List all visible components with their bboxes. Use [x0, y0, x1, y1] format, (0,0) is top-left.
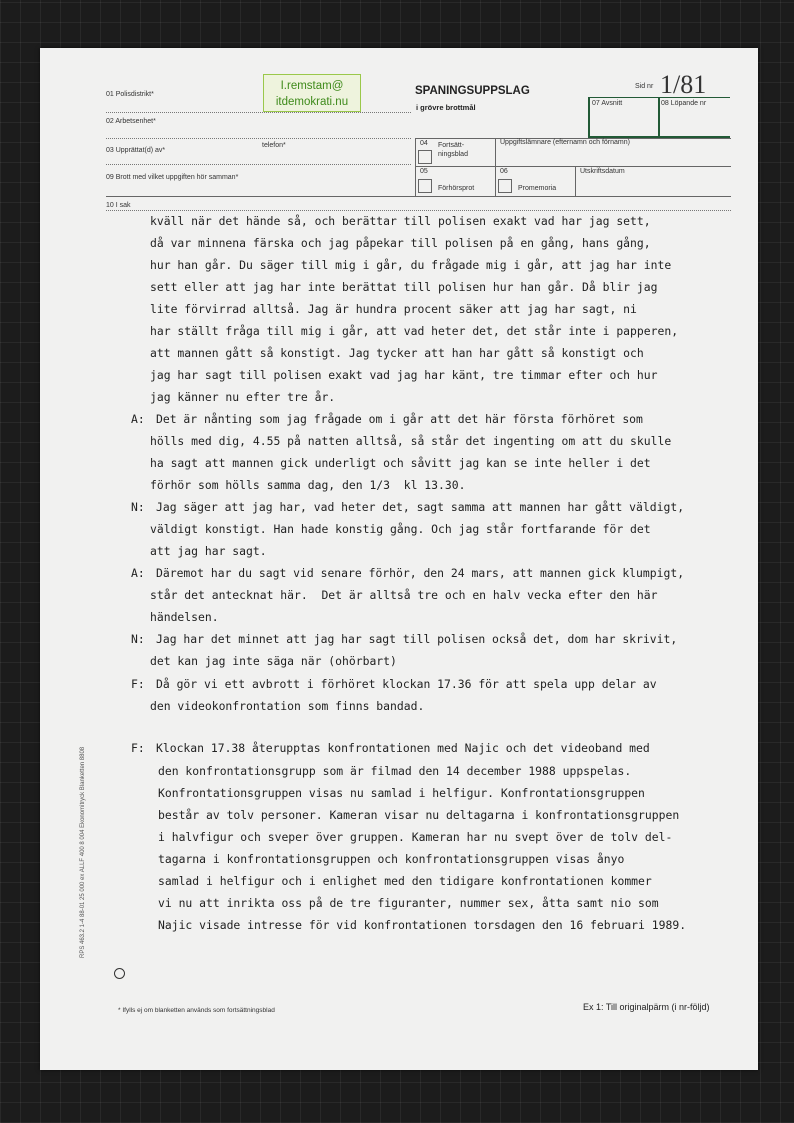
typed-line: Däremot har du sagt vid senare förhör, den 24 mars, att mannen gick klumpigt, — [156, 566, 685, 580]
label-uppgiftslamnare: Uppgiftslämnare (efternamn och förnamn) — [500, 139, 630, 146]
stamp-line-2: itdemokrati.nu — [275, 96, 349, 108]
label-utskriftsdatum: Utskriftsdatum — [580, 168, 625, 175]
label-arbetsenhet: 02 Arbetsenhet* — [106, 118, 156, 125]
typed-line: hur han går. Du säger till mig i går, du frågade mig i går, att jag har inte — [150, 258, 672, 272]
typed-line: Då gör vi ett avbrott i förhöret klockan 17.36 för att spela upp delar av — [156, 677, 657, 691]
field-line — [106, 112, 411, 113]
speaker-marker: F: — [131, 677, 145, 691]
email-stamp — [263, 74, 361, 112]
typed-line: tagarna i konfrontationsgruppen och konfrontationsgruppen visas ånyo — [158, 852, 625, 866]
label-box06: 06 — [500, 168, 508, 175]
footer-note: Ex 1: Till originalpärm (i nr-följd) — [583, 1002, 710, 1012]
typed-line: Jag säger att jag har, vad heter det, sagt samma att mannen har gått väldigt, — [156, 500, 685, 514]
typed-line: då var minnena färska och jag påpekar till polisen på en gång, hans gång, — [150, 236, 651, 250]
label-upprattad: 03 Upprättat(d) av* — [106, 147, 166, 154]
checkbox-promemoria — [498, 179, 512, 193]
typed-line: det kan jag inte säga när (ohörbart) — [150, 654, 397, 668]
label-forhorsprot: Förhörsprot — [438, 185, 475, 192]
ring-mark — [114, 968, 125, 979]
grid-line — [495, 166, 496, 196]
typed-line: jag känner nu efter tre år. — [150, 390, 336, 404]
typed-line: sett eller att jag har inte berättat till polisen hur han går. Då blir jag — [150, 280, 658, 294]
grid-line — [575, 166, 576, 196]
checkbox-fortsatt — [418, 150, 432, 164]
form-title: SPANINGSUPPSLAG — [415, 85, 530, 97]
typed-line: kväll när det hände så, och berättar till polisen exakt vad har jag sett, — [150, 214, 651, 228]
typed-line: Det är nånting som jag frågade om i går att det här första förhöret som — [156, 412, 643, 426]
field-line — [106, 210, 731, 211]
label-box04: 04 — [420, 140, 428, 147]
form-page — [40, 48, 758, 1070]
typed-line: Konfrontationsgruppen visas nu samlad i helfigur. Konfrontationsgruppen — [158, 786, 645, 800]
typed-line: står det antecknat här. Det är alltså tre och en halv vecka efter den här — [150, 588, 658, 602]
typed-line: Najic visade intresse för vid konfrontationen torsdagen den 16 februari 1989. — [158, 918, 687, 932]
label-promemoria: Promemoria — [518, 185, 557, 192]
speaker-marker: N: — [131, 632, 145, 646]
stamp-line-1: I.remstam@ — [280, 80, 344, 92]
typed-line: Klockan 17.38 återupptas konfrontationen med Najic och det videoband med — [156, 741, 650, 755]
speaker-marker: N: — [131, 500, 145, 514]
typed-line: ha sagt att mannen gick underligt och såvitt jag kan se inte heller i det — [150, 456, 651, 470]
field-line — [106, 196, 731, 197]
typed-line: vi nu att inrikta oss på de tre figuranter, nummer sex, åtta samt nio som — [158, 896, 659, 910]
typed-line: samlad i helfigur och i enlighet med den tidigare konfrontationen kommer — [158, 874, 652, 888]
label-avsnitt: 07 Avsnitt — [592, 100, 623, 107]
typed-line: den videokonfrontation som finns bandad. — [150, 699, 425, 713]
label-lopande: 08 Löpande nr — [661, 100, 707, 107]
label-sak: 10 I sak — [106, 202, 131, 209]
typed-line: jag har sagt till polisen exakt vad jag har känt, tre timmar efter och hur — [150, 368, 658, 382]
typed-line: förhör som hölls samma dag, den 1/3 kl 13.30. — [150, 478, 466, 492]
grid-line — [495, 138, 496, 166]
typed-line: händelsen. — [150, 610, 219, 624]
field-line — [106, 138, 411, 139]
typed-line: hölls med dig, 4.55 på natten alltså, så står det ingenting om att du skulle — [150, 434, 672, 448]
label-brott: 09 Brott med vilket uppgiften hör samman* — [106, 174, 239, 181]
typed-line: den konfrontationsgrupp som är filmad den 14 december 1988 uppspelas. — [158, 764, 632, 778]
sid-number: 1/81 — [660, 70, 707, 99]
speaker-marker: A: — [131, 566, 145, 580]
grid-line — [415, 166, 731, 167]
printer-imprint: RPS 463.2 1-4 88-01 25 000 ex ALLF 400 8 004 Ekonomitryck Blanketten 8808 — [80, 746, 86, 958]
typed-line: lite förvirrad alltså. Jag är hundra procent säker att jag har sagt, ni — [150, 302, 637, 316]
typed-line: har ställt fråga till mig i går, att vad heter det, det står inte i papperen, — [150, 324, 679, 338]
typed-line: i halvfigur och sveper över gruppen. Kameran har nu svept över de tolv del- — [158, 830, 673, 844]
label-polisdistrikt: 01 Polisdistrikt* — [106, 91, 154, 98]
form-subtitle: i grövre brottmål — [416, 103, 476, 112]
footnote: * Ifylls ej om blanketten används som fortsättningsblad — [118, 1007, 275, 1014]
field-line — [106, 164, 411, 165]
typed-line: består av tolv personer. Kameran visar nu deltagarna i konfrontationsgruppen — [158, 808, 680, 822]
checkbox-forhorsprot — [418, 179, 432, 193]
typed-line: att mannen gått så konstigt. Jag tycker att han har gått så konstigt och — [150, 346, 644, 360]
typed-line: att jag har sagt. — [150, 544, 267, 558]
speaker-marker: F: — [131, 741, 145, 755]
typed-line: Jag har det minnet att jag har sagt till polisen också det, dom har skrivit, — [156, 632, 678, 646]
typed-line: väldigt konstigt. Han hade konstig gång. Och jag står fortfarande för det — [150, 522, 651, 536]
grid-line — [415, 138, 416, 196]
speaker-marker: A: — [131, 412, 145, 426]
label-fortsatt-2: ningsblad — [438, 151, 468, 158]
label-fortsatt-1: Fortsätt- — [438, 142, 465, 149]
label-box05: 05 — [420, 168, 428, 175]
label-telefon: telefon* — [262, 142, 286, 149]
sid-label: Sid nr — [635, 83, 654, 90]
